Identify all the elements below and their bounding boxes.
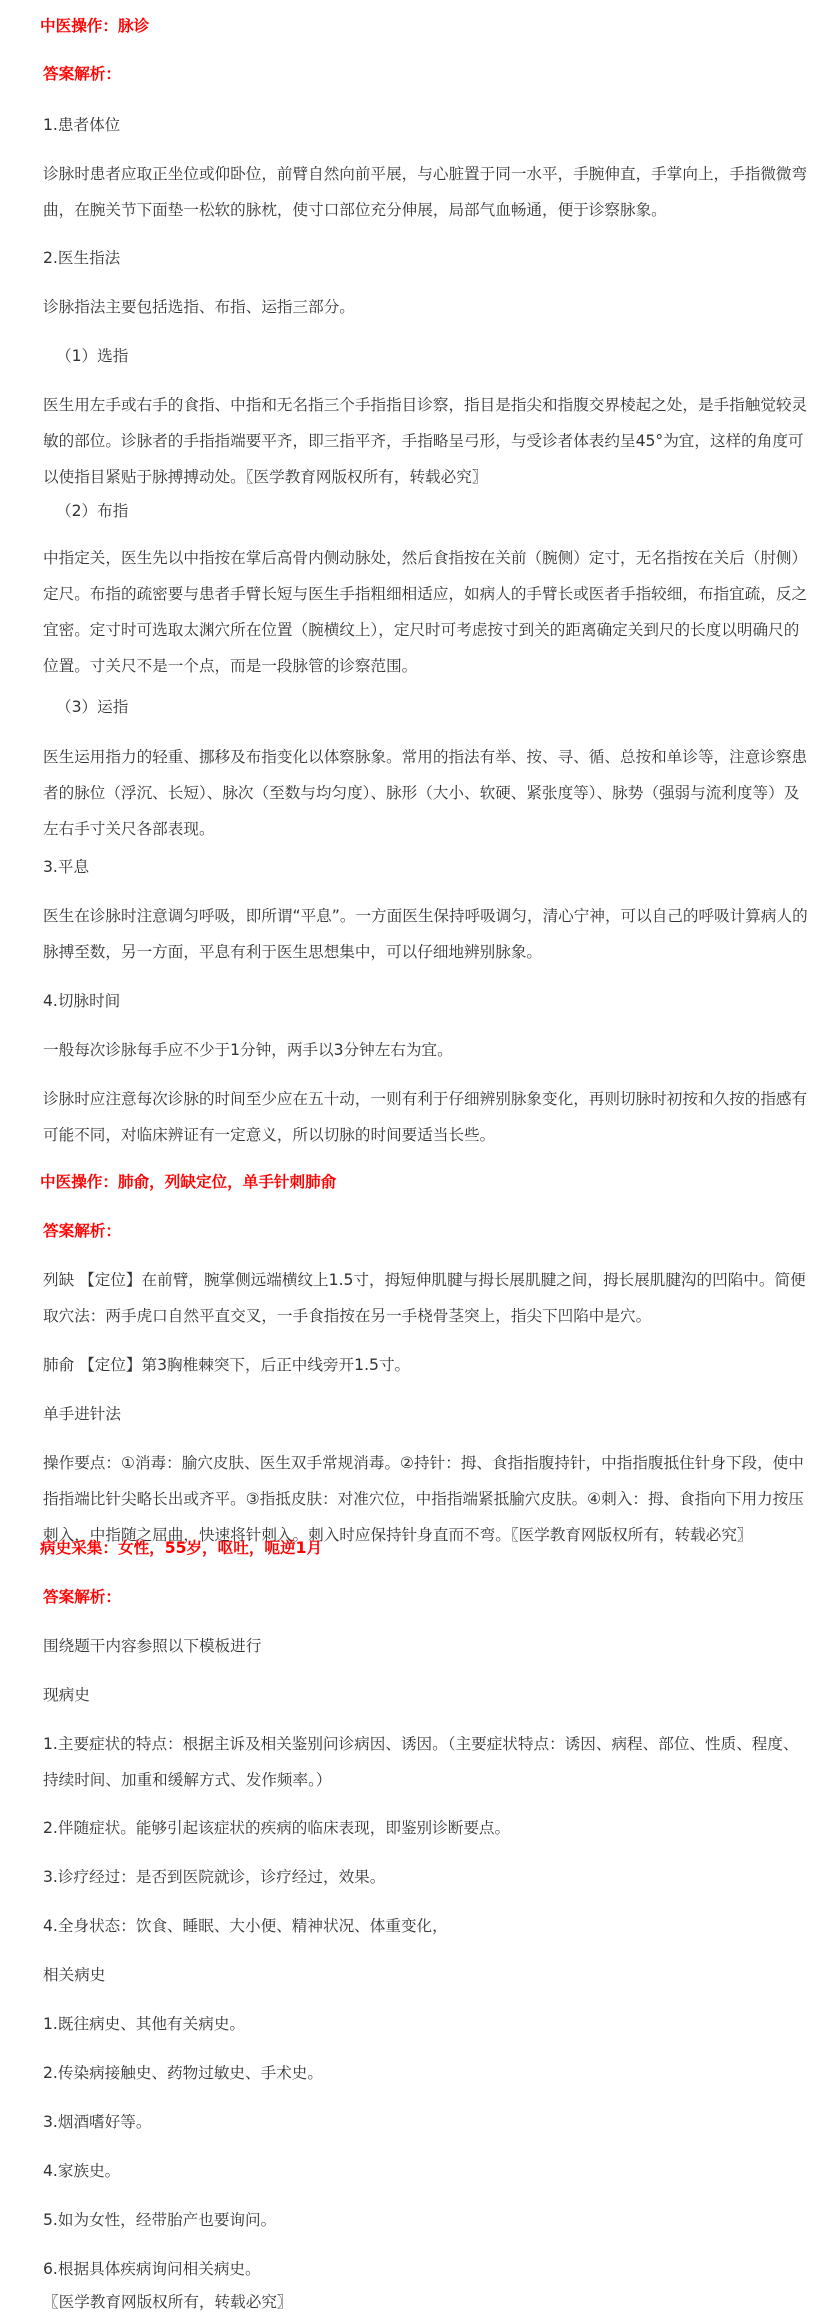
answer-label: 答案解析： (43, 65, 121, 83)
paragraph: 诊脉指法主要包括选指、布指、运指三部分。 (43, 298, 355, 316)
copyright-notice: 〖医学教育网版权所有，转载必究〗 (43, 2293, 293, 2311)
paragraph: 诊脉时患者应取正坐位或仰卧位，前臂自然向前平展，与心脏置于同一水平，手腕伸直，手掌向上，手指微微弯曲，在腕关节下面垫一松软的脉枕，使寸口部位充分伸展，局部气血畅通，便于诊察脉象。 (43, 165, 808, 219)
paragraph-title: 3.平息 (43, 858, 90, 876)
paragraph: 操作要点：①消毒：腧穴皮肤、医生双手常规消毒。②持针：拇、食指指腹持针，中指指腹抵住针身下段，使中指指端比针尖略长出或齐平。③指抵皮肤：对准穴位，中指指端紧抵腧穴皮肤。④刺入：拇、食指向下用力按压刺入，中指随之屈曲，快速将针刺入。刺入时应保持针身直而不弯。〖医学教育网版权所有，转载必究〗 (43, 1454, 804, 1544)
list-item: 1.既往病史、其他有关病史。 (43, 2015, 246, 2033)
list-item: 2.传染病接触史、药物过敏史、手术史。 (43, 2064, 323, 2082)
section-heading: 中医操作：肺俞，列缺定位，单手针刺肺俞 (40, 1173, 337, 1191)
paragraph-title: 单手进针法 (43, 1405, 121, 1423)
paragraph: 医生在诊脉时注意调匀呼吸，即所谓“平息”。一方面医生保持呼吸调匀，清心宁神，可以自己的呼吸计算病人的脉搏至数，另一方面，平息有利于医生思想集中，可以仔细地辨别脉象。 (43, 907, 808, 961)
list-item: 5.如为女性，经带胎产也要询问。 (43, 2211, 277, 2229)
paragraph: 3.诊疗经过：是否到医院就诊，诊疗经过，效果。 (43, 1868, 386, 1886)
paragraph-title: 2.医生指法 (43, 249, 121, 267)
paragraph: 医生运用指力的轻重、挪移及布指变化以体察脉象。常用的指法有举、按、寻、循、总按和单诊等，注意诊察患者的脉位（浮沉、长短）、脉次（至数与均匀度）、脉形（大小、软硬、紧张度等）、脉势（强弱与流利度等）及左右手寸关尺各部表现。 (43, 748, 808, 838)
subsection-title: （1）选指 (56, 347, 129, 365)
subsection-title: （2）布指 (56, 502, 129, 520)
paragraph: 一般每次诊脉每手应不少于1分钟，两手以3分钟左右为宜。 (43, 1041, 453, 1059)
paragraph-title: 现病史 (43, 1686, 90, 1704)
paragraph: 诊脉时应注意每次诊脉的时间至少应在五十动，一则有利于仔细辨别脉象变化，再则切脉时初按和久按的指感有可能不同，对临床辨证有一定意义，所以切脉的时间要适当长些。 (43, 1090, 808, 1144)
list-item: 3.烟酒嗜好等。 (43, 2113, 152, 2131)
paragraph: 医生用左手或右手的食指、中指和无名指三个手指指目诊察，指目是指尖和指腹交界棱起之处，是手指触觉较灵敏的部位。诊脉者的手指指端要平齐，即三指平齐，手指略呈弓形，与受诊者体表约呈45°为宜，这样的角度可以使指目紧贴于脉搏搏动处。〖医学教育网版权所有，转载必究〗 (43, 396, 808, 486)
section-heading: 病史采集：女性，55岁，呕吐，呃逆1月 (40, 1539, 323, 1557)
paragraph: 围绕题干内容参照以下模板进行 (43, 1637, 262, 1655)
list-item: 6.根据具体疾病询问相关病史。 (43, 2260, 261, 2278)
answer-label: 答案解析： (43, 1222, 121, 1240)
paragraph-title: 4.切脉时间 (43, 992, 121, 1010)
paragraph: 2.伴随症状。能够引起该症状的疾病的临床表现，即鉴别诊断要点。 (43, 1819, 511, 1837)
subsection-title: （3）运指 (56, 698, 129, 716)
paragraph: 列缺 【定位】在前臂，腕掌侧远端横纹上1.5寸，拇短伸肌腱与拇长展肌腱之间，拇长展肌腱沟的凹陷中。简便取穴法：两手虎口自然平直交叉，一手食指按在另一手桡骨茎突上，指尖下凹陷中是穴。 (43, 1271, 806, 1325)
paragraph: 4.全身状态：饮食、睡眠、大小便、精神状况、体重变化， (43, 1917, 448, 1935)
paragraph-title: 1.患者体位 (43, 116, 121, 134)
list-item: 4.家族史。 (43, 2162, 121, 2180)
paragraph: 肺俞 【定位】第3胸椎棘突下，后正中线旁开1.5寸。 (43, 1356, 411, 1374)
answer-label: 答案解析： (43, 1588, 121, 1606)
paragraph: 中指定关，医生先以中指按在掌后高骨内侧动脉处，然后食指按在关前（腕侧）定寸，无名指按在关后（肘侧）定尺。布指的疏密要与患者手臂长短与医生手指粗细相适应，如病人的手臂长或医者手指较细，布指宜疏，反之宜密。定寸时可选取太渊穴所在位置（腕横纹上），定尺时可考虑按寸到关的距离确定关到尺的长度以明确尺的位置。寸关尺不是一个点，而是一段脉管的诊察范围。 (43, 549, 808, 675)
paragraph-title: 相关病史 (43, 1966, 106, 1984)
paragraph: 1.主要症状的特点：根据主诉及相关鉴别问诊病因、诱因。（主要症状特点：诱因、病程、部位、性质、程度、持续时间、加重和缓解方式、发作频率。） (43, 1735, 799, 1789)
section-heading: 中医操作：脉诊 (40, 17, 150, 35)
